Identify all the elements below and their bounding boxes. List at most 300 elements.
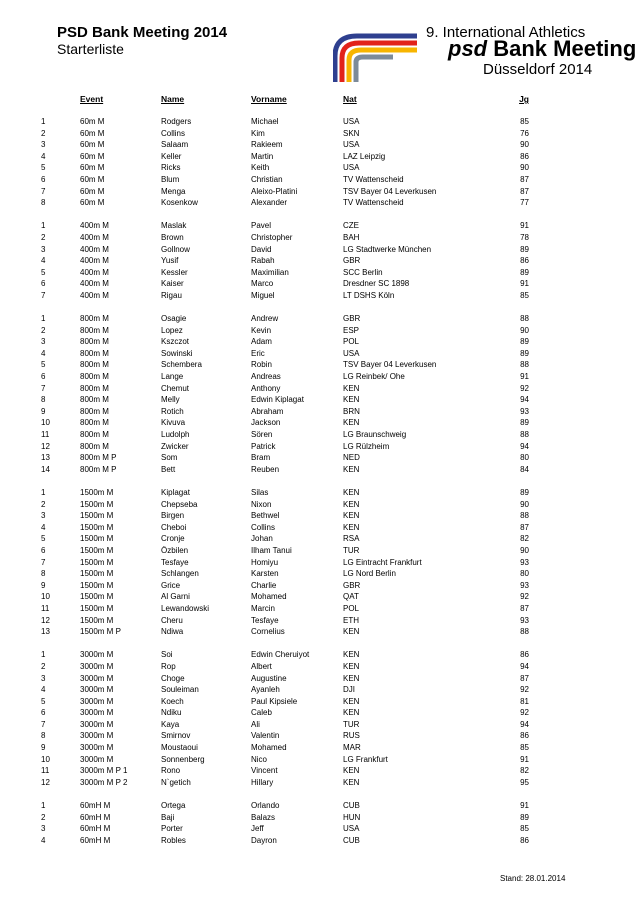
row-name: Gollnow bbox=[161, 244, 190, 254]
table-row bbox=[0, 568, 638, 580]
row-number: 4 bbox=[41, 348, 46, 358]
row-event: 3000m M bbox=[80, 673, 114, 683]
row-event: 800m M bbox=[80, 406, 109, 416]
row-name: Porter bbox=[161, 824, 183, 834]
row-nat: NED bbox=[343, 453, 360, 463]
row-nat: SCC Berlin bbox=[343, 267, 383, 277]
table-row bbox=[0, 533, 638, 545]
row-nat: ETH bbox=[343, 615, 359, 625]
row-nat: USA bbox=[343, 348, 360, 358]
row-vorname: Alexander bbox=[251, 198, 288, 208]
row-number: 4 bbox=[41, 522, 46, 532]
row-jg: 90 bbox=[520, 325, 529, 335]
row-name: Rop bbox=[161, 661, 176, 671]
table-row bbox=[0, 186, 638, 198]
row-nat: RSA bbox=[343, 534, 360, 544]
row-number: 2 bbox=[41, 812, 46, 822]
row-nat: CUB bbox=[343, 835, 360, 845]
table-row bbox=[0, 684, 638, 696]
row-jg: 90 bbox=[520, 163, 529, 173]
row-jg: 90 bbox=[520, 545, 529, 555]
row-event: 800m M bbox=[80, 348, 109, 358]
row-vorname: Edwin Kiplagat bbox=[251, 395, 304, 405]
table-row bbox=[0, 510, 638, 522]
row-event: 1500m M bbox=[80, 580, 114, 590]
row-vorname: Rakieem bbox=[251, 140, 283, 150]
row-vorname: Sören bbox=[251, 430, 273, 440]
row-nat: TSV Bayer 04 Leverkusen bbox=[343, 186, 437, 196]
col-jg-header: Jg bbox=[519, 94, 529, 104]
row-name: Kaiser bbox=[161, 279, 184, 289]
row-vorname: Keith bbox=[251, 163, 270, 173]
table-row bbox=[0, 545, 638, 557]
row-vorname: Andreas bbox=[251, 372, 281, 382]
row-name: Menga bbox=[161, 186, 186, 196]
table-row bbox=[0, 591, 638, 603]
row-event: 3000m M bbox=[80, 661, 114, 671]
row-jg: 88 bbox=[520, 360, 529, 370]
row-vorname: Ilham Tanui bbox=[251, 545, 292, 555]
row-jg: 86 bbox=[520, 151, 529, 161]
row-number: 8 bbox=[41, 395, 46, 405]
row-number: 8 bbox=[41, 569, 46, 579]
row-event: 1500m M bbox=[80, 569, 114, 579]
row-name: Melly bbox=[161, 395, 180, 405]
row-nat: LAZ Leipzig bbox=[343, 151, 386, 161]
row-jg: 80 bbox=[520, 453, 529, 463]
row-nat: KEN bbox=[343, 464, 360, 474]
row-name: Zwicker bbox=[161, 441, 189, 451]
row-jg: 76 bbox=[520, 128, 529, 138]
event-group bbox=[0, 116, 638, 209]
row-event: 1500m M bbox=[80, 592, 114, 602]
row-number: 4 bbox=[41, 685, 46, 695]
row-vorname: Kim bbox=[251, 128, 265, 138]
table-row bbox=[0, 267, 638, 279]
table-row bbox=[0, 742, 638, 754]
row-vorname: Pavel bbox=[251, 221, 272, 231]
row-number: 10 bbox=[41, 754, 50, 764]
row-vorname: Mohamed bbox=[251, 743, 287, 753]
table-row bbox=[0, 557, 638, 569]
table-row bbox=[0, 800, 638, 812]
row-name: Blum bbox=[161, 174, 180, 184]
row-vorname: Collins bbox=[251, 522, 276, 532]
row-name: Bett bbox=[161, 464, 176, 474]
row-jg: 91 bbox=[520, 221, 529, 231]
row-vorname: Albert bbox=[251, 661, 272, 671]
table-row bbox=[0, 336, 638, 348]
table-row bbox=[0, 719, 638, 731]
table-row bbox=[0, 197, 638, 209]
row-event: 1500m M bbox=[80, 545, 114, 555]
row-nat: KEN bbox=[343, 673, 360, 683]
row-number: 6 bbox=[41, 174, 46, 184]
row-vorname: Homiyu bbox=[251, 557, 279, 567]
row-nat: KEN bbox=[343, 383, 360, 393]
row-name: Rigau bbox=[161, 290, 182, 300]
row-vorname: Karsten bbox=[251, 569, 279, 579]
row-event: 800m M bbox=[80, 441, 109, 451]
row-vorname: Adam bbox=[251, 337, 272, 347]
row-jg: 87 bbox=[520, 673, 529, 683]
row-jg: 93 bbox=[520, 406, 529, 416]
row-event: 3000m M bbox=[80, 650, 114, 660]
table-row bbox=[0, 325, 638, 337]
row-event: 400m M bbox=[80, 221, 109, 231]
table-row bbox=[0, 812, 638, 824]
row-name: Kiplagat bbox=[161, 488, 190, 497]
table-row bbox=[0, 626, 638, 638]
col-nat-header: Nat bbox=[343, 94, 357, 104]
row-nat: KEN bbox=[343, 766, 360, 776]
row-name: Yusif bbox=[161, 256, 179, 266]
row-vorname: Tesfaye bbox=[251, 615, 279, 625]
row-vorname: Jackson bbox=[251, 418, 281, 428]
row-nat: KEN bbox=[343, 499, 360, 509]
logo-brand-psd: psd bbox=[448, 36, 488, 61]
row-name: Cronje bbox=[161, 534, 185, 544]
row-nat: RUS bbox=[343, 731, 360, 741]
starter-list bbox=[0, 116, 638, 858]
row-name: Schlangen bbox=[161, 569, 199, 579]
table-row bbox=[0, 661, 638, 673]
row-nat: KEN bbox=[343, 511, 360, 521]
row-event: 800m M bbox=[80, 383, 109, 393]
row-jg: 85 bbox=[520, 824, 529, 834]
row-name: Souleiman bbox=[161, 685, 199, 695]
table-row bbox=[0, 417, 638, 429]
row-jg: 87 bbox=[520, 603, 529, 613]
row-jg: 88 bbox=[520, 314, 529, 324]
row-vorname: Patrick bbox=[251, 441, 276, 451]
row-number: 11 bbox=[41, 766, 50, 776]
row-event: 800m M bbox=[80, 314, 109, 324]
row-number: 1 bbox=[41, 314, 46, 324]
row-nat: LG Frankfurt bbox=[343, 754, 388, 764]
table-row bbox=[0, 348, 638, 360]
col-vorname-header: Vorname bbox=[251, 94, 287, 104]
table-row bbox=[0, 406, 638, 418]
row-vorname: Andrew bbox=[251, 314, 279, 324]
row-name: Moustaoui bbox=[161, 743, 198, 753]
row-vorname: Marco bbox=[251, 279, 274, 289]
row-nat: GBR bbox=[343, 580, 361, 590]
row-event: 1500m M bbox=[80, 488, 114, 497]
row-nat: DJI bbox=[343, 685, 355, 695]
row-number: 12 bbox=[41, 777, 50, 787]
row-event: 3000m M P 1 bbox=[80, 766, 128, 776]
row-name: Ndiku bbox=[161, 708, 182, 718]
row-event: 800m M bbox=[80, 418, 109, 428]
table-row bbox=[0, 116, 638, 128]
row-vorname: Augustine bbox=[251, 673, 287, 683]
row-name: Sowinski bbox=[161, 348, 193, 358]
row-jg: 91 bbox=[520, 801, 529, 811]
row-nat: KEN bbox=[343, 777, 360, 787]
row-number: 8 bbox=[41, 731, 46, 741]
row-number: 2 bbox=[41, 499, 46, 509]
table-row bbox=[0, 603, 638, 615]
row-vorname: Abraham bbox=[251, 406, 284, 416]
row-event: 60m M bbox=[80, 151, 105, 161]
row-jg: 82 bbox=[520, 766, 529, 776]
event-group bbox=[0, 649, 638, 788]
event-group bbox=[0, 487, 638, 638]
row-vorname: Christian bbox=[251, 174, 283, 184]
row-jg: 89 bbox=[520, 418, 529, 428]
row-name: Koech bbox=[161, 696, 184, 706]
row-number: 7 bbox=[41, 290, 46, 300]
row-number: 1 bbox=[41, 650, 46, 660]
footer-date: Stand: 28.01.2014 bbox=[500, 874, 566, 883]
row-name: Salaam bbox=[161, 140, 189, 150]
row-jg: 89 bbox=[520, 348, 529, 358]
row-event: 400m M bbox=[80, 256, 109, 266]
row-number: 2 bbox=[41, 232, 46, 242]
row-name: Chemut bbox=[161, 383, 190, 393]
row-name: Choge bbox=[161, 673, 185, 683]
row-vorname: Cornelius bbox=[251, 627, 285, 637]
table-row bbox=[0, 232, 638, 244]
row-nat: LG Eintracht Frankfurt bbox=[343, 557, 422, 567]
row-vorname: Bram bbox=[251, 453, 271, 463]
event-group bbox=[0, 313, 638, 475]
table-row bbox=[0, 220, 638, 232]
row-number: 7 bbox=[41, 383, 46, 393]
row-vorname: Christopher bbox=[251, 232, 293, 242]
row-event: 1500m M bbox=[80, 534, 114, 544]
row-vorname: Robin bbox=[251, 360, 272, 370]
row-event: 3000m M bbox=[80, 708, 114, 718]
logo-brand-rest: Bank Meeting bbox=[493, 36, 637, 61]
row-nat: USA bbox=[343, 140, 360, 150]
row-number: 1 bbox=[41, 488, 46, 497]
row-jg: 81 bbox=[520, 696, 529, 706]
row-vorname: Kevin bbox=[251, 325, 272, 335]
row-number: 7 bbox=[41, 557, 46, 567]
row-nat: CUB bbox=[343, 801, 360, 811]
row-vorname: Aleixo-Platini bbox=[251, 186, 298, 196]
page-subtitle: Starterliste bbox=[57, 41, 124, 57]
row-jg: 80 bbox=[520, 569, 529, 579]
table-row bbox=[0, 835, 638, 847]
table-row bbox=[0, 151, 638, 163]
row-nat: HUN bbox=[343, 812, 361, 822]
row-event: 400m M bbox=[80, 244, 109, 254]
table-row bbox=[0, 580, 638, 592]
row-jg: 94 bbox=[520, 661, 529, 671]
row-name: Collins bbox=[161, 128, 186, 138]
row-event: 3000m M bbox=[80, 754, 114, 764]
row-number: 3 bbox=[41, 244, 46, 254]
row-number: 13 bbox=[41, 453, 50, 463]
row-name: Cheboi bbox=[161, 522, 187, 532]
row-nat: USA bbox=[343, 163, 360, 173]
row-vorname: Nixon bbox=[251, 499, 272, 509]
row-jg: 94 bbox=[520, 719, 529, 729]
row-jg: 90 bbox=[520, 140, 529, 150]
row-jg: 87 bbox=[520, 186, 529, 196]
table-row bbox=[0, 823, 638, 835]
row-event: 1500m M bbox=[80, 499, 114, 509]
row-name: Soi bbox=[161, 650, 173, 660]
row-nat: POL bbox=[343, 337, 360, 347]
row-name: Kosenkow bbox=[161, 198, 198, 208]
row-nat: KEN bbox=[343, 627, 360, 637]
row-event: 400m M bbox=[80, 232, 109, 242]
row-nat: USA bbox=[343, 117, 360, 126]
row-nat: KEN bbox=[343, 696, 360, 706]
table-row bbox=[0, 452, 638, 464]
row-number: 11 bbox=[41, 430, 50, 440]
table-row bbox=[0, 673, 638, 685]
row-jg: 92 bbox=[520, 708, 529, 718]
row-number: 6 bbox=[41, 372, 46, 382]
row-nat: MAR bbox=[343, 743, 361, 753]
col-name-header: Name bbox=[161, 94, 185, 104]
row-nat: TV Wattenscheid bbox=[343, 174, 404, 184]
row-nat: GBR bbox=[343, 314, 361, 324]
table-header bbox=[0, 94, 638, 106]
row-name: Lopez bbox=[161, 325, 183, 335]
row-event: 60mH M bbox=[80, 801, 111, 811]
row-jg: 82 bbox=[520, 534, 529, 544]
row-vorname: Martin bbox=[251, 151, 274, 161]
row-name: Maslak bbox=[161, 221, 187, 231]
row-number: 4 bbox=[41, 151, 46, 161]
row-event: 800m M P bbox=[80, 453, 117, 463]
row-number: 5 bbox=[41, 360, 46, 370]
row-nat: TUR bbox=[343, 719, 360, 729]
row-jg: 92 bbox=[520, 383, 529, 393]
row-number: 2 bbox=[41, 661, 46, 671]
row-event: 60m M bbox=[80, 128, 105, 138]
row-event: 800m M bbox=[80, 395, 109, 405]
row-number: 12 bbox=[41, 441, 50, 451]
row-vorname: Miguel bbox=[251, 290, 275, 300]
row-number: 5 bbox=[41, 267, 46, 277]
row-vorname: Silas bbox=[251, 488, 269, 497]
row-jg: 89 bbox=[520, 267, 529, 277]
row-jg: 94 bbox=[520, 441, 529, 451]
row-nat: LG Rülzheim bbox=[343, 441, 390, 451]
table-row bbox=[0, 278, 638, 290]
row-name: Ludolph bbox=[161, 430, 190, 440]
row-jg: 88 bbox=[520, 627, 529, 637]
table-row bbox=[0, 383, 638, 395]
row-event: 800m M bbox=[80, 325, 109, 335]
row-jg: 91 bbox=[520, 279, 529, 289]
row-event: 3000m M bbox=[80, 696, 114, 706]
row-vorname: Vincent bbox=[251, 766, 278, 776]
row-number: 9 bbox=[41, 406, 46, 416]
row-event: 60m M bbox=[80, 117, 105, 126]
track-lanes-icon bbox=[335, 36, 417, 82]
row-number: 8 bbox=[41, 198, 46, 208]
row-number: 4 bbox=[41, 256, 46, 266]
row-jg: 90 bbox=[520, 499, 529, 509]
row-vorname: Jeff bbox=[251, 824, 264, 834]
row-nat: GBR bbox=[343, 256, 361, 266]
table-row bbox=[0, 649, 638, 661]
row-nat: KEN bbox=[343, 488, 360, 497]
row-vorname: Paul Kipsiele bbox=[251, 696, 298, 706]
row-vorname: Ayanleh bbox=[251, 685, 280, 695]
row-event: 3000m M P 2 bbox=[80, 777, 128, 787]
row-event: 60m M bbox=[80, 186, 105, 196]
row-name: Ortega bbox=[161, 801, 186, 811]
row-vorname: Valentin bbox=[251, 731, 280, 741]
row-name: Cheru bbox=[161, 615, 183, 625]
row-name: Sonnenberg bbox=[161, 754, 205, 764]
row-vorname: Dayron bbox=[251, 835, 277, 845]
row-number: 6 bbox=[41, 708, 46, 718]
row-nat: Dresdner SC 1898 bbox=[343, 279, 410, 289]
row-event: 1500m M bbox=[80, 603, 114, 613]
row-nat: KEN bbox=[343, 661, 360, 671]
row-event: 400m M bbox=[80, 267, 109, 277]
row-number: 1 bbox=[41, 801, 46, 811]
row-name: Keller bbox=[161, 151, 182, 161]
row-vorname: Johan bbox=[251, 534, 273, 544]
row-jg: 85 bbox=[520, 743, 529, 753]
row-jg: 89 bbox=[520, 244, 529, 254]
row-number: 11 bbox=[41, 603, 50, 613]
row-vorname: Caleb bbox=[251, 708, 272, 718]
row-event: 60mH M bbox=[80, 824, 111, 834]
row-vorname: David bbox=[251, 244, 272, 254]
row-number: 1 bbox=[41, 221, 46, 231]
table-row bbox=[0, 765, 638, 777]
row-jg: 86 bbox=[520, 835, 529, 845]
row-name: Lange bbox=[161, 372, 184, 382]
row-jg: 87 bbox=[520, 174, 529, 184]
row-event: 3000m M bbox=[80, 743, 114, 753]
table-row bbox=[0, 754, 638, 766]
row-event: 1500m M bbox=[80, 615, 114, 625]
row-number: 6 bbox=[41, 279, 46, 289]
row-event: 400m M bbox=[80, 290, 109, 300]
table-row bbox=[0, 174, 638, 186]
row-jg: 89 bbox=[520, 812, 529, 822]
row-jg: 95 bbox=[520, 777, 529, 787]
table-row bbox=[0, 777, 638, 789]
row-number: 12 bbox=[41, 615, 50, 625]
row-nat: KEN bbox=[343, 418, 360, 428]
row-event: 800m M bbox=[80, 372, 109, 382]
row-nat: TSV Bayer 04 Leverkusen bbox=[343, 360, 437, 370]
row-vorname: Reuben bbox=[251, 464, 280, 474]
event-group bbox=[0, 800, 638, 846]
row-nat: USA bbox=[343, 824, 360, 834]
table-row bbox=[0, 394, 638, 406]
table-row bbox=[0, 244, 638, 256]
row-name: Chepseba bbox=[161, 499, 198, 509]
row-name: Som bbox=[161, 453, 178, 463]
row-event: 60mH M bbox=[80, 835, 111, 845]
row-jg: 86 bbox=[520, 650, 529, 660]
row-number: 3 bbox=[41, 337, 46, 347]
table-row bbox=[0, 128, 638, 140]
table-row bbox=[0, 464, 638, 476]
row-jg: 85 bbox=[520, 117, 529, 126]
row-name: Kaya bbox=[161, 719, 180, 729]
row-name: Kivuva bbox=[161, 418, 186, 428]
row-number: 2 bbox=[41, 325, 46, 335]
row-number: 3 bbox=[41, 673, 46, 683]
row-number: 5 bbox=[41, 534, 46, 544]
